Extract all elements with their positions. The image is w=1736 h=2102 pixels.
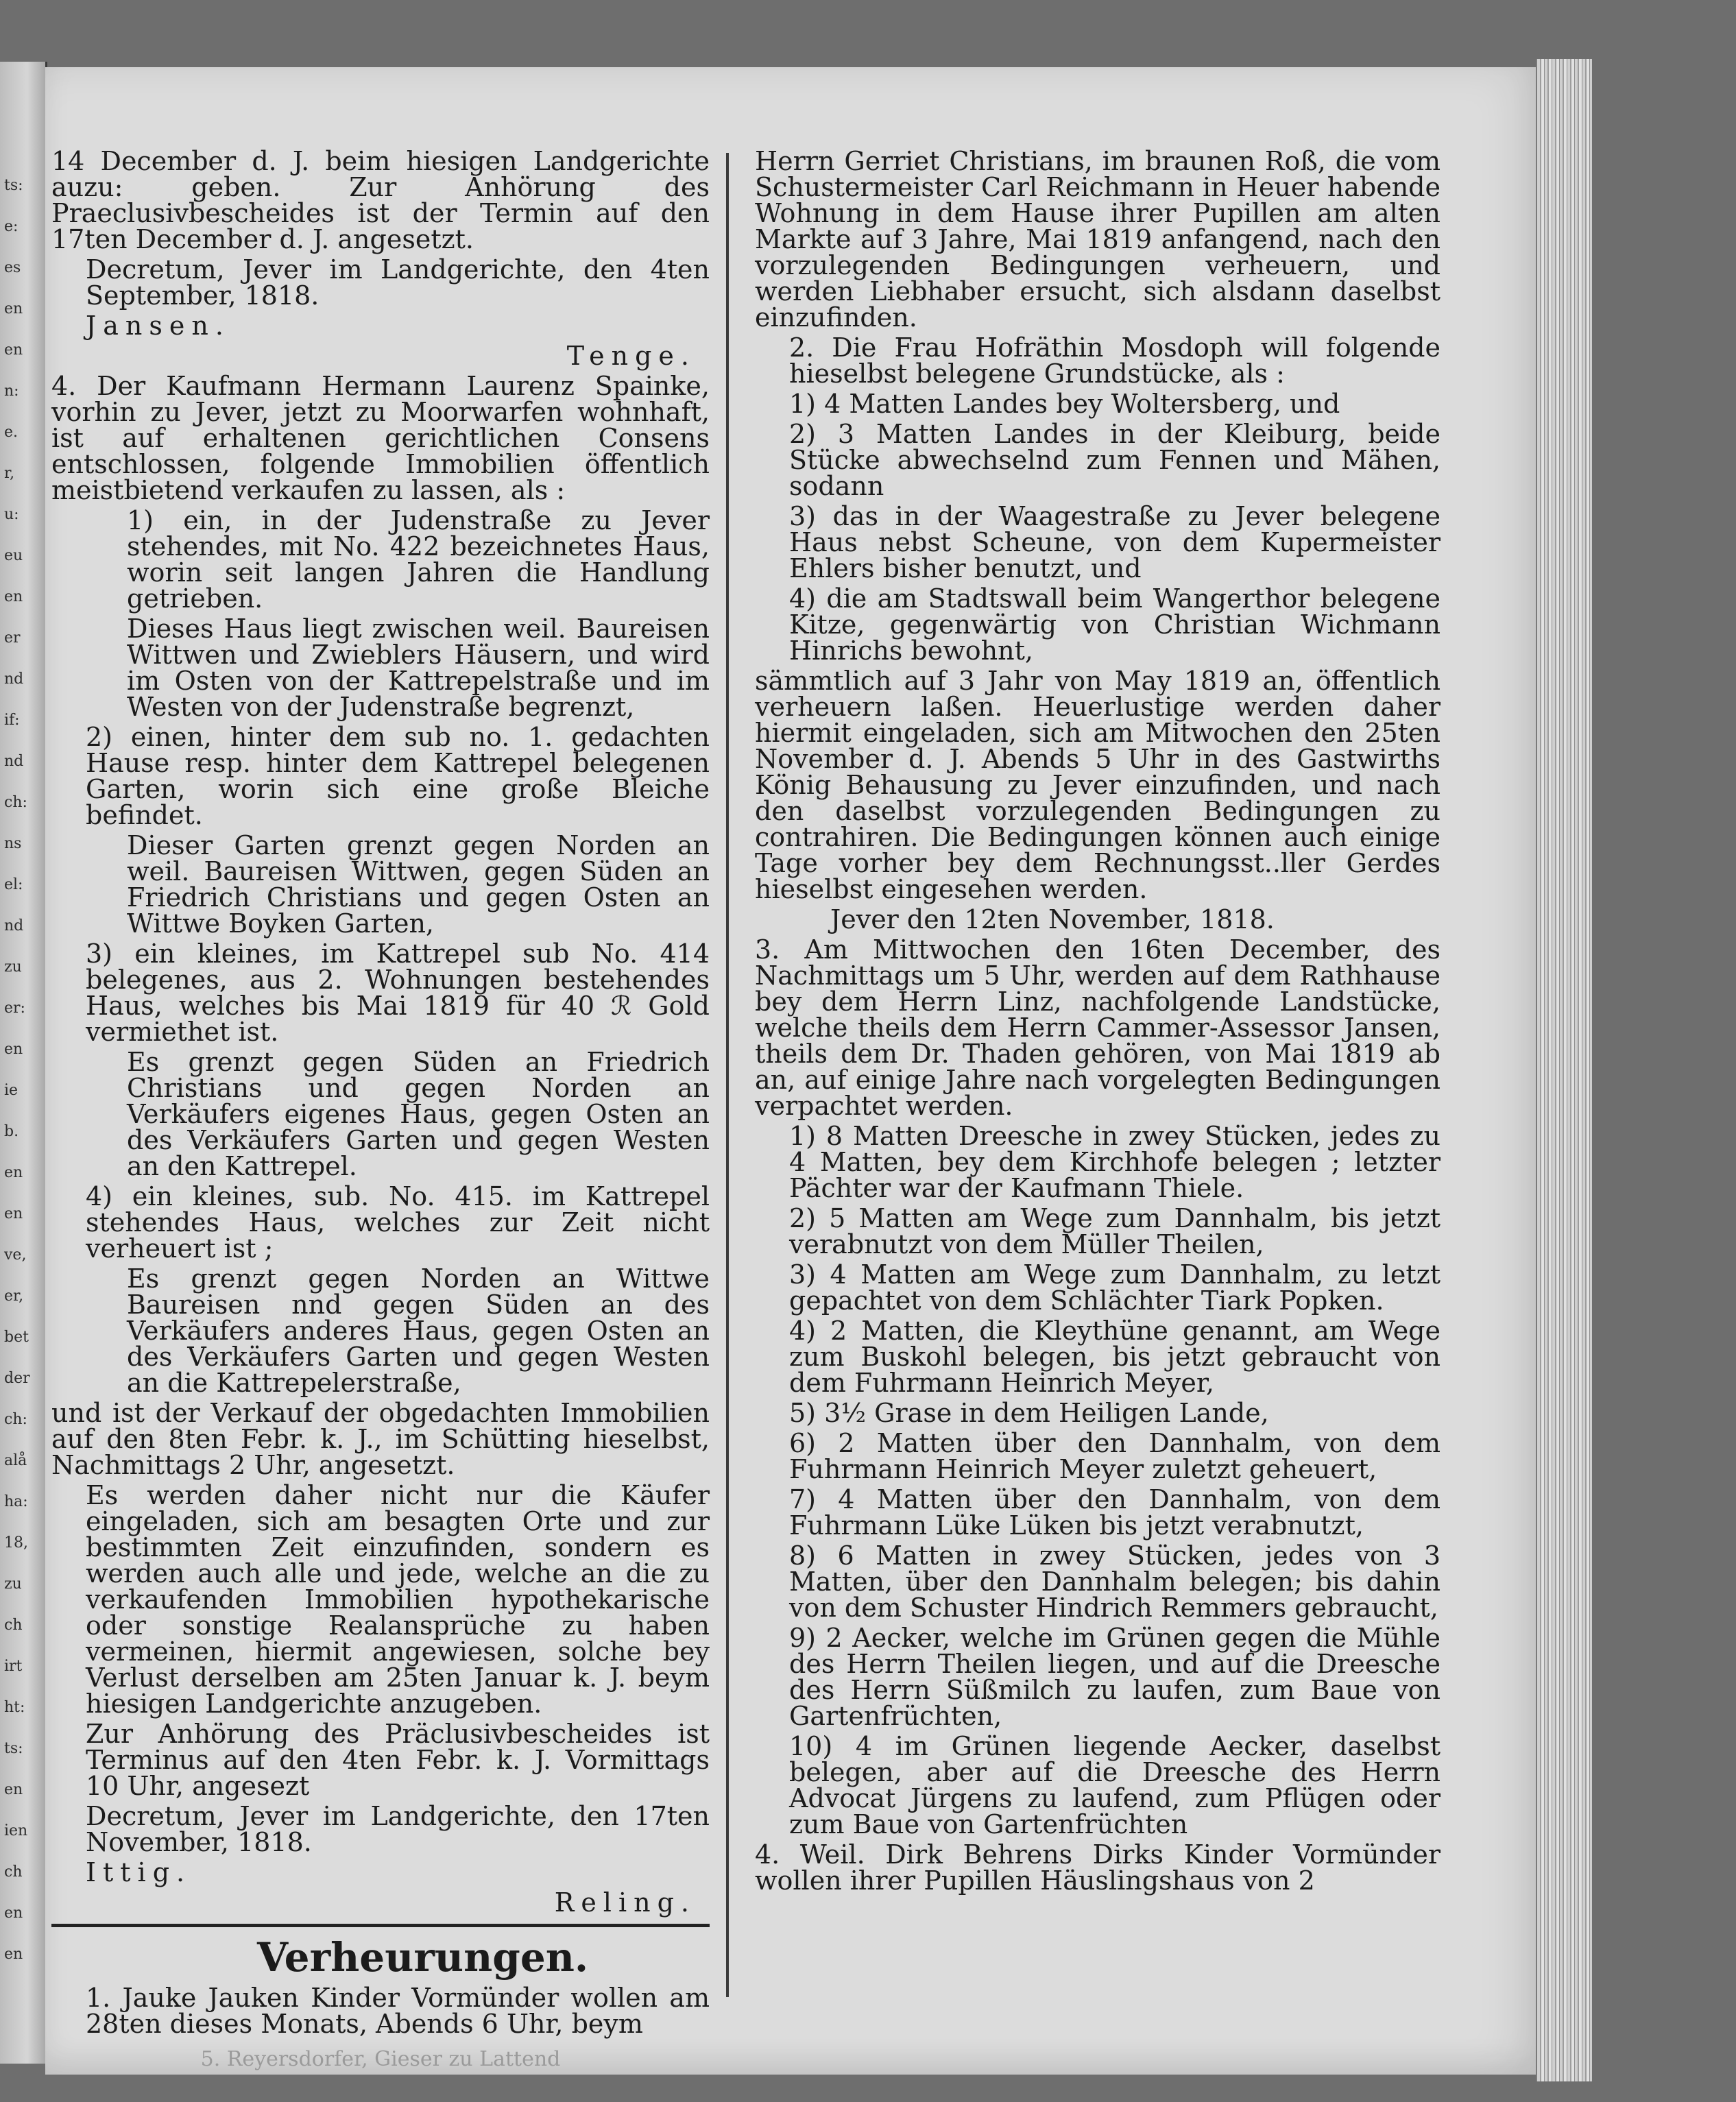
margin-fragment: en <box>4 1781 23 1798</box>
paragraph: Es grenzt gegen Norden an Wittwe Baureisen nnd gegen Süden an des Verkäufers anderes Haus, gegen Osten an des Verkäufers Garten und gegen Westen an die Kattrepelerstraße, <box>127 1264 710 1398</box>
margin-fragment: alå <box>4 1452 27 1469</box>
bleed-through-text: 5. Reyersdorfer, Gieser zu Lattend <box>200 2047 561 2071</box>
list-item: 7) 4 Matten über den Dannhalm, von dem Fuhrmann Lüke Lüken bis jetzt verabnutzt, <box>789 1484 1440 1541</box>
margin-fragment: zu <box>4 1575 22 1593</box>
margin-fragment: en <box>4 1905 23 1922</box>
paragraph: und ist der Verkauf der obgedachten Immobilien auf den 8ten Febr. k. J., im Schütting hieselbst, Nachmittags 2 Uhr, angesetzt. <box>51 1398 710 1480</box>
list-item: 8) 6 Matten in zwey Stücken, jedes von 3 Matten, über den Dannhalm belegen; bis dahin von dem Schuster Hindrich Remmers gebraucht, <box>789 1541 1440 1623</box>
list-item: 4) ein kleines, sub. No. 415. im Kattrepel stehendes Haus, welches zur Zeit nicht verheuert ist ; <box>86 1181 710 1264</box>
paragraph: Decretum, Jever im Landgerichte, den 4ten September, 1818. <box>86 254 710 311</box>
signature: Jansen. <box>86 311 230 341</box>
paragraph: Herrn Gerriet Christians, im braunen Roß, die vom Schustermeister Carl Reichmann in Heuer habende Wohnung in dem Hause ihrer Pupillen am alten Markte auf 3 Jahre, Mai 1819 anfangend, nach den vorzulegenden Bedingungen verheuern, und werden Liebhaber ersucht, sich alsdann daselbst einzufinden. <box>755 146 1440 333</box>
margin-fragment: ch: <box>4 1411 27 1428</box>
margin-fragment: er <box>4 629 21 647</box>
section-divider <box>51 1924 710 1927</box>
paragraph: Decretum, Jever im Landgerichte, den 17ten November, 1818. <box>86 1801 710 1857</box>
margin-fragment: en <box>4 1946 23 1963</box>
list-item: 4) die am Stadtswall beim Wangerthor belegene Kitze, gegenwärtig von Christian Wichmann Hinrichs bewohnt, <box>789 583 1440 666</box>
margin-fragment: r, <box>4 465 15 482</box>
margin-fragment: nd <box>4 671 24 688</box>
margin-fragment: u: <box>4 506 19 523</box>
margin-fragment: ch: <box>4 794 27 811</box>
margin-fragment: b. <box>4 1123 19 1140</box>
list-item: 1) 8 Matten Dreesche in zwey Stücken, jedes zu 4 Matten, bey dem Kirchhofe belegen ; letzter Pächter war der Kaufmann Thiele. <box>789 1121 1440 1203</box>
list-item: 1) ein, in der Judenstraße zu Jever stehendes, mit No. 422 bezeichnetes Haus, worin seit langen Jahren die Handlung getrieben. <box>127 505 710 614</box>
paragraph: 3. Am Mittwochen den 16ten December, des Nachmittags um 5 Uhr, werden auf dem Rathhause bey dem Herrn Linz, nachfolgende Landstücke, welche theils dem Herrn Cammer-Assessor Jansen, theils dem Dr. Thaden gehören, von Mai 1819 ab an, auf einige Jahre nach vorgelegten Bedingungen verpachtet werden. <box>755 934 1440 1121</box>
list-item: 3) ein kleines, im Kattrepel sub No. 414 belegenes, aus 2. Wohnungen bestehendes Haus, welches bis Mai 1819 für 40 ℛ Gold vermiethet ist. <box>86 939 710 1047</box>
margin-fragment: en <box>4 1041 23 1058</box>
margin-fragment: irt <box>4 1658 23 1675</box>
paragraph: sämmtlich auf 3 Jahr von May 1819 an, öffentlich verheuern laßen. Heuerlustige werden daher hiermit eingeladen, sich am Mitwochen den 25ten November d. J. Abends 5 Uhr in des Gastwirths König Behausung zu Jever einzufinden, und nach den daselbst vorzulegenden Bedingungen zu contrahiren. Die Bedingungen können auch einige Tage vorher bey dem Rechnungsst..ller Gerdes hieselbst eingesehen werden. <box>755 666 1440 904</box>
margin-fragment: zu <box>4 958 22 976</box>
paragraph: Dieses Haus liegt zwischen weil. Baureisen Wittwen und Zwieblers Häusern, und wird im Osten von der Kattrepelstraße und im Westen von der Judenstraße begrenzt, <box>127 614 710 722</box>
margin-fragment: eu <box>4 547 23 564</box>
margin-fragment: ien <box>4 1822 28 1839</box>
list-item: 6) 2 Matten über den Dannhalm, von dem Fuhrmann Heinrich Meyer zuletzt geheuert, <box>789 1428 1440 1484</box>
margin-fragment: ch <box>4 1617 23 1634</box>
paragraph: 14 December d. J. beim hiesigen Landgerichte auzu: geben. Zur Anhörung des Praeclusivbescheides ist der Termin auf den 17ten December d. J. angesetzt. <box>51 146 710 254</box>
margin-fragment: ht: <box>4 1699 25 1716</box>
margin-fragment: ie <box>4 1082 19 1099</box>
margin-fragment: es <box>4 259 21 276</box>
margin-fragment: if: <box>4 712 20 729</box>
margin-fragment: er, <box>4 1288 24 1305</box>
right-column <box>755 148 1440 1898</box>
paragraph: Dieser Garten grenzt gegen Norden an weil. Baureisen Wittwen, gegen Süden an Friedrich Christians und gegen Osten an Wittwe Boyken Garten, <box>127 830 710 939</box>
list-item: 2) 3 Matten Landes in der Kleiburg, beide Stücke abwechselnd zum Fennen und Mähen, sodann <box>789 419 1440 501</box>
signature: Ittig. <box>86 1857 192 1887</box>
signature: Reling. <box>554 1887 696 1918</box>
margin-fragment: n: <box>4 383 19 400</box>
paragraph: Jever den 12ten November, 1818. <box>830 904 1275 934</box>
list-item: 5) 3½ Grase in dem Heiligen Lande, <box>789 1398 1269 1428</box>
margin-fragment: nd <box>4 917 24 934</box>
margin-fragment: en <box>4 588 23 605</box>
page-edge <box>1536 59 1592 2081</box>
margin-fragment: ch <box>4 1863 23 1881</box>
paragraph: 2. Die Frau Hofräthin Mosdoph will folgende hieselbst belegene Grundstücke, als : <box>789 333 1440 389</box>
margin-fragment: el: <box>4 876 23 893</box>
margin-fragment: nd <box>4 753 24 770</box>
left-page-spine <box>0 62 47 2064</box>
margin-fragment: e: <box>4 218 19 235</box>
list-item: 10) 4 im Grünen liegende Aecker, daselbst belegen, aber auf die Dreesche des Herrn Advocat Jürgens zu laufend, zum Pflügen oder zum Baue von Gartenfrüchten <box>789 1731 1440 1839</box>
margin-fragment: en <box>4 1205 23 1222</box>
margin-fragment: en <box>4 341 23 359</box>
margin-fragment: ve, <box>4 1246 27 1264</box>
margin-fragment: ts: <box>4 177 23 194</box>
paragraph: Es werden daher nicht nur die Käufer eingeladen, sich am besagten Orte und zur bestimmten Zeit einzufinden, sondern es werden auch alle und jede, welche an die zu verkaufenden Immobilien hypothekarische oder sonstige Realansprüche zu haben vermeinen, hiermit angewiesen, solche bey Verlust derselben am 25ten Januar k. J. beym hiesigen Landgerichte anzugeben. <box>86 1480 710 1719</box>
margin-fragment: 18, <box>4 1534 28 1551</box>
column-rule <box>726 153 729 1997</box>
paragraph: 4. Weil. Dirk Behrens Dirks Kinder Vormünder wollen ihrer Pupillen Häuslingshaus von 2 <box>755 1839 1440 1896</box>
page <box>45 67 1536 2075</box>
margin-fragment: ns <box>4 835 22 852</box>
paragraph: 1. Jauke Jauken Kinder Vormünder wollen am 28ten dieses Monats, Abends 6 Uhr, beym <box>86 1983 710 2039</box>
paragraph: 4. Der Kaufmann Hermann Laurenz Spainke, vorhin zu Jever, jetzt zu Moorwarfen wohnhaft, ist auf erhaltenen gerichtlichen Consens entschlossen, folgende Immobilien öffentlich meistbietend verkaufen zu lassen, als : <box>51 371 710 505</box>
list-item: 2) 5 Matten am Wege zum Dannhalm, bis jetzt verabnutzt von dem Müller Theilen, <box>789 1203 1440 1259</box>
list-item: 3) das in der Waagestraße zu Jever belegene Haus nebst Scheune, von dem Kupermeister Ehlers bisher benutzt, und <box>789 501 1440 583</box>
left-column <box>51 148 710 2077</box>
margin-fragment: e. <box>4 424 19 441</box>
list-item: 3) 4 Matten am Wege zum Dannhalm, zu letzt gepachtet von dem Schlächter Tiark Popken. <box>789 1259 1440 1316</box>
margin-fragment: en <box>4 1164 23 1181</box>
paragraph: Es grenzt gegen Süden an Friedrich Christians und gegen Norden an Verkäufers eigenes Haus, gegen Osten an des Verkäufers Garten und gegen Westen an den Kattrepel. <box>127 1047 710 1181</box>
list-item: 9) 2 Aecker, welche im Grünen gegen die Mühle des Herrn Theilen liegen, und auf die Dreesche des Herrn Süßmilch zu laufen, zum Baue von Gartenfrüchten, <box>789 1623 1440 1731</box>
list-item: 1) 4 Matten Landes bey Woltersberg, und <box>789 389 1340 419</box>
margin-fragment: bet <box>4 1329 29 1346</box>
section-heading: Verheurungen. <box>257 1934 589 1981</box>
paragraph: Zur Anhörung des Präclusivbescheides ist Terminus auf den 4ten Febr. k. J. Vormittags 10 Uhr, angesezt <box>86 1719 710 1801</box>
list-item: 2) einen, hinter dem sub no. 1. gedachten Hause resp. hinter dem Kattrepel belegenen Garten, worin sich eine große Bleiche befindet. <box>86 722 710 830</box>
margin-fragment: en <box>4 300 23 317</box>
margin-fragment: der <box>4 1370 30 1387</box>
margin-fragment: er: <box>4 1000 25 1017</box>
signature: Tenge. <box>566 341 696 371</box>
list-item: 4) 2 Matten, die Kleythüne genannt, am Wege zum Buskohl belegen, bis jetzt gebraucht von dem Fuhrmann Heinrich Meyer, <box>789 1316 1440 1398</box>
margin-fragment: ha: <box>4 1493 28 1510</box>
margin-fragment: ts: <box>4 1740 23 1757</box>
